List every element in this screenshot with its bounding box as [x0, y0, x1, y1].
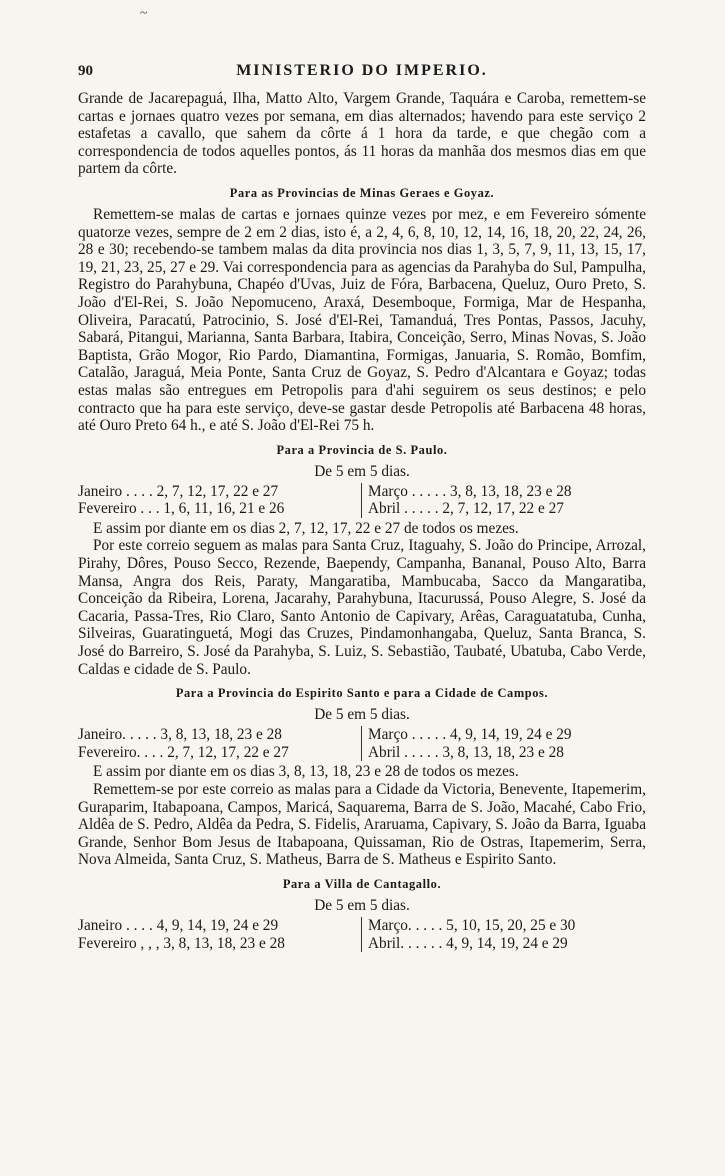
schedule-cell: Janeiro . . . . 2, 7, 12, 17, 22 e 27	[78, 483, 362, 501]
section-heading-espirito-santo: Para a Provincia do Espirito Santo e para a Cidade de Campos.	[175, 686, 549, 701]
schedule-cell: Março. . . . . 5, 10, 15, 20, 25 e 30	[368, 916, 576, 934]
schedule-cell: Janeiro . . . . 4, 9, 14, 19, 24 e 29	[78, 917, 362, 935]
schedule-row	[78, 744, 646, 762]
schedule-cell: Fevereiro. . . . 2, 7, 12, 17, 22 e 27	[78, 744, 362, 762]
schedule-row	[78, 500, 646, 518]
schedule-row	[78, 483, 646, 501]
intro-paragraph: Grande de Jacarepaguá, Ilha, Matto Alto, Vargem Grande, Taquára e Caroba, remettem-se cartas e jornaes quatro vezes por semana, em dias alternados; havendo para este serviço 2 estafetas a cavallo, que sahem da côrte á 1 hora da tarde, e que chegão com a correspondencia de todos aquelles pontos, ás 11 horas da manhãa dos mesmos dias em que partem da côrte.	[78, 90, 646, 178]
schedule-row	[78, 917, 646, 935]
espirito-santo-frequency: De 5 em 5 dias.	[314, 706, 410, 724]
cantagallo-frequency: De 5 em 5 dias.	[314, 896, 410, 914]
running-title: MINISTERIO DO IMPERIO.	[236, 62, 488, 79]
section-heading-cantagallo: Para a Villa de Cantagallo.	[282, 876, 442, 891]
stray-mark: ~	[140, 6, 148, 21]
page-header	[78, 62, 646, 90]
espirito-santo-schedule	[78, 726, 646, 761]
sao-paulo-frequency: De 5 em 5 dias.	[314, 462, 410, 480]
espirito-santo-paragraph: Remettem-se por este correio as malas para a Cidade da Victoria, Benevente, Itapemerim, Guraparim, Itabapoana, Campos, Maricá, Saquarema, Barra de S. João, Macahé, Cabo Frio, Aldêa de S. Pedro, Aldêa da Pedra, S. Fidelis, Araruama, Capivary, S. João da Barra, Iguaba Grande, Senhor Bom Jesus de Itabapoana, Quissaman, Rio de Ostras, Itapemerim, Serra, Nova Almeida, Santa Cruz, S. Matheus, Barra de S. Matheus e Espirito Santo.	[78, 781, 646, 869]
sao-paulo-note: E assim por diante em os dias 2, 7, 12, 17, 22 e 27 de todos os mezes.	[93, 519, 519, 537]
document-page	[78, 62, 646, 954]
schedule-cell: Fevereiro , , , 3, 8, 13, 18, 23 e 28	[78, 935, 362, 953]
schedule-cell: Março . . . . . 3, 8, 13, 18, 23 e 28	[368, 482, 572, 500]
section-heading-sao-paulo: Para a Provincia de S. Paulo.	[276, 442, 448, 457]
schedule-cell: Abril . . . . . 3, 8, 13, 18, 23 e 28	[368, 743, 564, 761]
schedule-cell: Abril. . . . . . 4, 9, 14, 19, 24 e 29	[368, 934, 568, 952]
minas-paragraph: Remettem-se malas de cartas e jornaes quinze vezes por mez, e em Fevereiro sómente quatorze vezes, sempre de 2 em 2 dias, isto é, a 2, 4, 6, 8, 10, 12, 14, 16, 18, 20, 22, 24, 26, 28 e 30; recebendo-se tambem malas da dita provincia nos dias 1, 3, 5, 7, 9, 11, 13, 15, 17, 19, 21, 23, 25, 27 e 29. Vai correspondencia para as agencias da Parahyba do Sul, Pampulha, Registro do Parahybuna, Chapéo d'Uvas, Juiz de Fóra, Barbacena, Queluz, Ouro Preto, S. João d'El-Rei, S. João Nepomuceno, Araxá, Desemboque, Formiga, Mar de Hespanha, Oliveira, Paracatú, Patrocinio, S. José d'El-Rei, Tamanduá, Tres Pontas, Passos, Jacuhy, Sabará, Pitangui, Marianna, Santa Barbara, Itabira, Conceição, Serro, Minas Novas, S. João Baptista, Grão Mogor, Rio Pardo, Diamantina, Formigas, Januaria, S. Romão, Bomfim, Catalão, Jaraguá, Meia Ponte, Santa Cruz de Goyaz, S. Pedro d'Alcantara e Goyaz; todas estas malas são entregues em Petropolis para d'ahi seguirem os seus destinos; e pelo contracto que ha para este serviço, deve-se gastar desde Petropolis até Barbacena 48 horas, até Ouro Preto 64 h., e até S. João d'El-Rei 75 h.	[78, 205, 646, 435]
section-heading-minas: Para as Provincias de Minas Geraes e Goyaz.	[229, 185, 495, 200]
sao-paulo-schedule	[78, 483, 646, 518]
page-number: 90	[78, 63, 93, 79]
schedule-row	[78, 935, 646, 953]
schedule-row	[78, 726, 646, 744]
schedule-cell: Janeiro. . . . . 3, 8, 13, 18, 23 e 28	[78, 726, 362, 744]
schedule-cell: Março . . . . . 4, 9, 14, 19, 24 e 29	[368, 726, 572, 744]
schedule-cell: Fevereiro . . . 1, 6, 11, 16, 21 e 26	[78, 500, 362, 518]
espirito-santo-note: E assim por diante em os dias 3, 8, 13, 18, 23 e 28 de todos os mezes.	[93, 763, 519, 781]
schedule-cell: Abril . . . . . 2, 7, 12, 17, 22 e 27	[368, 500, 564, 518]
sao-paulo-paragraph: Por este correio seguem as malas para Santa Cruz, Itaguahy, S. João do Principe, Arrozal, Pirahy, Dôres, Pouso Secco, Rezende, Baependy, Campanha, Bananal, Pouso Alto, Barra Mansa, Angra dos Reis, Paraty, Mangaratiba, Mambucaba, Sacco da Mangaratiba, Conceição da Ribeira, Lorena, Jacarahy, Parahybuna, Itacurussá, Pouso Alegre, S. José da Cacaria, Passa-Tres, Rio Claro, Santo Antonio de Capivary, Arêas, Caraguatatuba, Cunha, Silveiras, Guaratinguetá, Mogi das Cruzes, Pindamonhangaba, Queluz, Santa Branca, S. José do Barreiro, S. José da Parahyba, S. Luiz, S. Sebastião, Taubaté, Ubatuba, Cabo Verde, Caldas e cidade de S. Paulo.	[78, 537, 646, 678]
cantagallo-schedule	[78, 917, 646, 952]
